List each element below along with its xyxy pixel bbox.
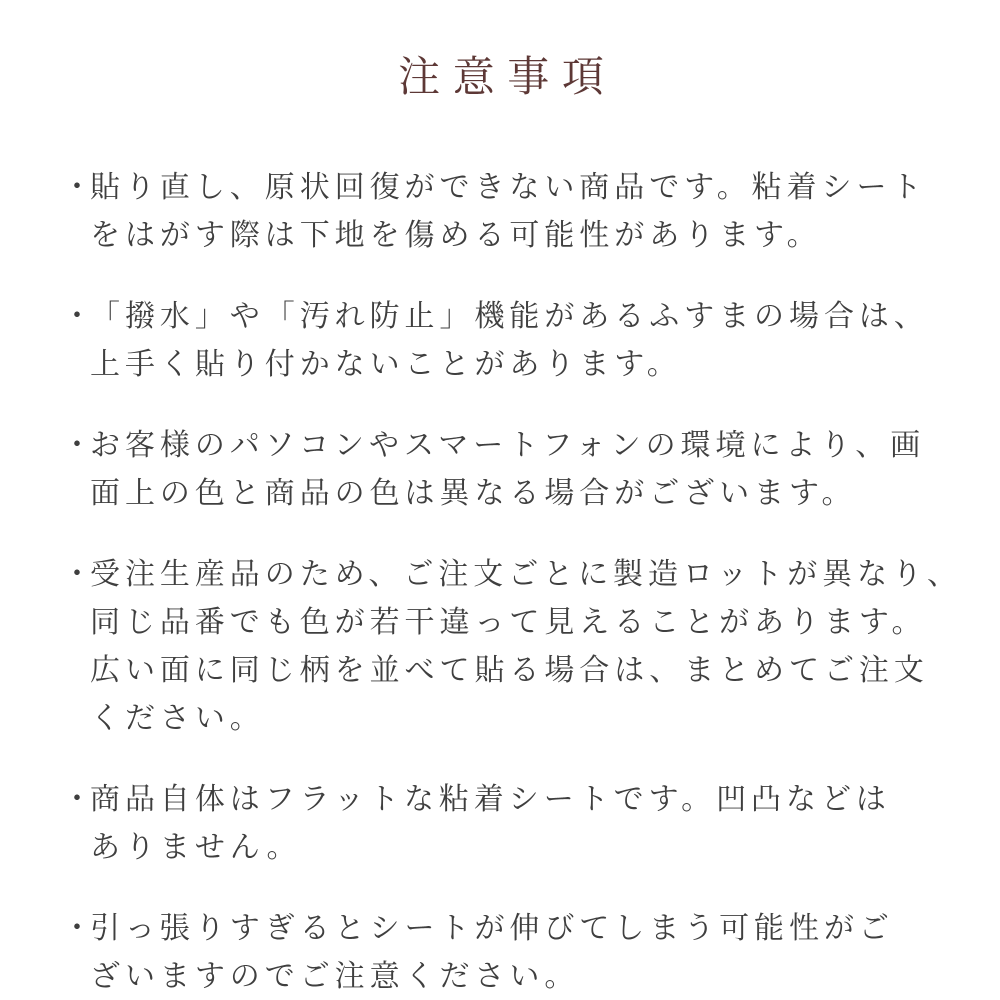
note-text bbox=[90, 905, 940, 1000]
note-line: 引っ張りすぎるとシートが伸びてしまう可能性がご bbox=[90, 912, 894, 946]
note-text bbox=[90, 293, 940, 389]
note-item bbox=[62, 164, 940, 260]
note-item bbox=[62, 422, 940, 518]
bullet-marker: ・ bbox=[62, 912, 92, 946]
note-line: ありません。 bbox=[90, 831, 302, 865]
note-line: 広い面に同じ柄を並べて貼る場合は、まとめてご注文 bbox=[90, 654, 929, 688]
note-line: ください。 bbox=[90, 702, 265, 736]
note-line: 上手く貼り付かないことがあります。 bbox=[90, 348, 682, 382]
note-text bbox=[90, 776, 940, 872]
note-text bbox=[90, 164, 940, 260]
note-item bbox=[62, 905, 940, 1000]
note-line: ざいますのでご注意ください。 bbox=[90, 960, 580, 994]
page-title: 注意事項 bbox=[398, 53, 617, 100]
note-line: 同じ品番でも色が若干違って見えることがあります。 bbox=[90, 606, 927, 640]
bullet-marker: ・ bbox=[62, 429, 92, 463]
note-item bbox=[62, 776, 940, 872]
note-line: お客様のパソコンやスマートフォンの環境により、画 bbox=[90, 429, 926, 463]
note-line: 商品自体はフラットな粘着シートです。凹凸などは bbox=[90, 783, 891, 817]
note-line: 面上の色と商品の色は異なる場合がございます。 bbox=[90, 477, 857, 511]
bullet-marker: ・ bbox=[62, 783, 92, 817]
bullet-marker: ・ bbox=[62, 171, 92, 205]
note-item bbox=[62, 551, 962, 743]
note-line: 貼り直し、原状回復ができない商品です。粘着シート bbox=[90, 171, 927, 205]
note-line: をはがす際は下地を傷める可能性があります。 bbox=[90, 219, 822, 253]
bullet-marker: ・ bbox=[62, 558, 92, 592]
note-line: 「撥水」や「汚れ防止」機能があるふすまの場合は、 bbox=[90, 300, 929, 334]
note-line: 受注生産品のため、ご注文ごとに製造ロットが異なり、 bbox=[90, 558, 962, 592]
note-item bbox=[62, 293, 940, 389]
notes-list bbox=[62, 164, 962, 1000]
note-text bbox=[90, 551, 962, 743]
bullet-marker: ・ bbox=[62, 300, 92, 334]
note-text bbox=[90, 422, 940, 518]
